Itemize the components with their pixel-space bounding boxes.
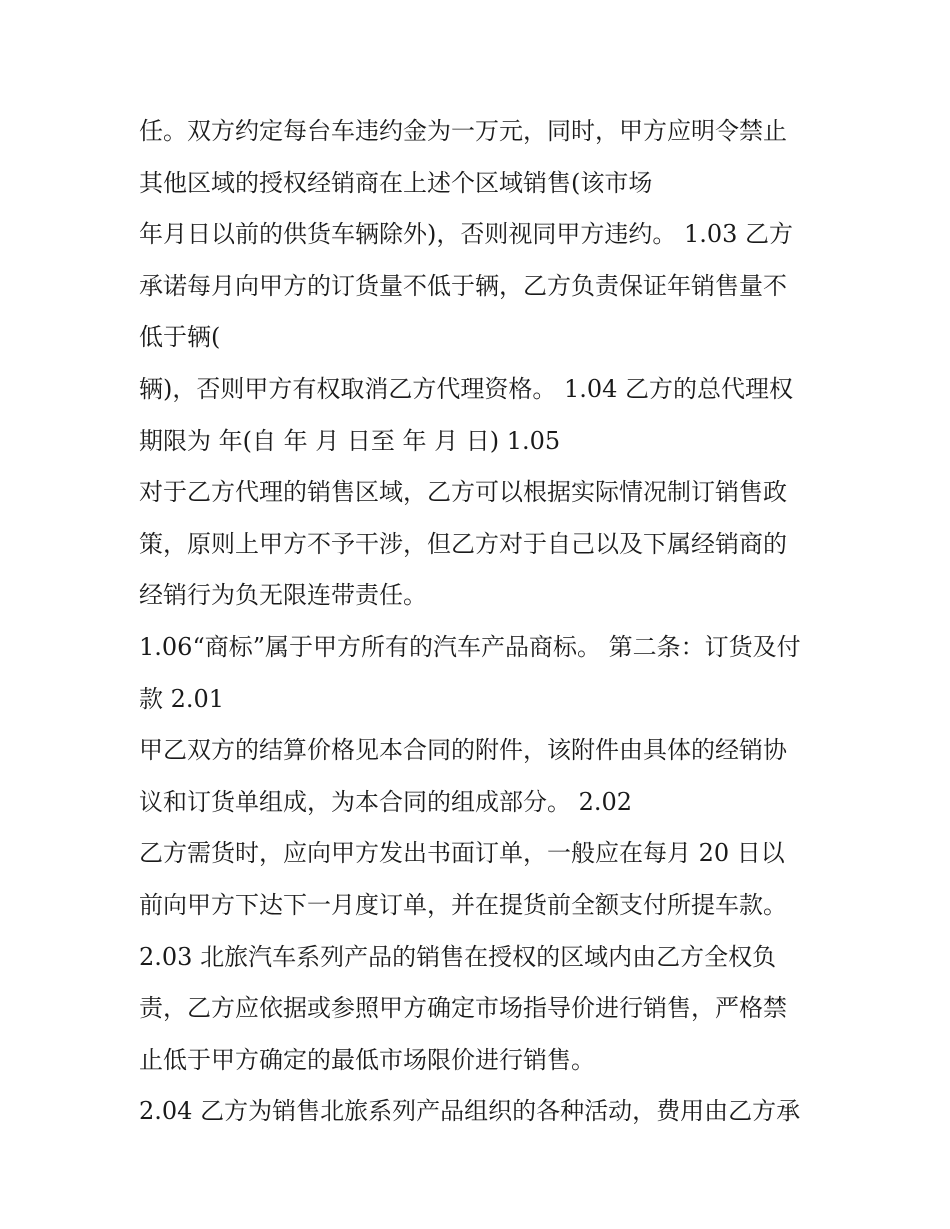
text-line: 2.04 乙方为销售北旅系列产品组织的各种活动，费用由乙方承 (139, 1097, 801, 1126)
text-line: 1.06“商标”属于甲方所有的汽车产品商标。 第二条：订货及付 (139, 632, 801, 661)
text-line: 甲乙双方的结算价格见本合同的附件，该附件由具体的经销协 (139, 736, 787, 765)
text-line: 辆)，否则甲方有权取消乙方代理资格。 1.04 乙方的总代理权 (139, 374, 794, 403)
text-line: 对于乙方代理的销售区域，乙方可以根据实际情况制订销售政 (139, 478, 787, 507)
text-line: 止低于甲方确定的最低市场限价进行销售。 (139, 1045, 595, 1074)
text-line: 经销行为负无限连带责任。 (139, 581, 427, 610)
text-line: 承诺每月向甲方的订货量不低于辆，乙方负责保证年销售量不 (139, 271, 787, 300)
text-line: 年月日以前的供货车辆除外)，否则视同甲方违约。 1.03 乙方 (139, 220, 794, 249)
text-line: 策，原则上甲方不予干涉，但乙方对于自己以及下属经销商的 (139, 529, 787, 558)
contract-text (139, 106, 829, 1138)
text-line: 任。双方约定每台车违约金为一万元，同时，甲方应明令禁止 (139, 117, 787, 145)
text-line: 乙方需货时，应向甲方发出书面订单，一般应在每月 20 日以 (139, 839, 785, 868)
text-line: 款 2.01 (139, 684, 225, 713)
text-line: 责，乙方应依据或参照甲方确定市场指导价进行销售，严格禁 (139, 994, 787, 1023)
text-line: 前向甲方下达下一月度订单，并在提货前全额支付所提车款。 (139, 890, 787, 919)
text-line: 其他区域的授权经销商在上述个区域销售(该市场 (139, 168, 653, 197)
text-line: 低于辆( (139, 323, 221, 352)
text-line: 2.03 北旅汽车系列产品的销售在授权的区域内由乙方全权负 (139, 942, 777, 971)
text-line: 期限为 年(自 年 月 日至 年 月 日) 1.05 (139, 426, 561, 455)
text-line: 议和订货单组成，为本合同的组成部分。 2.02 (139, 787, 633, 816)
